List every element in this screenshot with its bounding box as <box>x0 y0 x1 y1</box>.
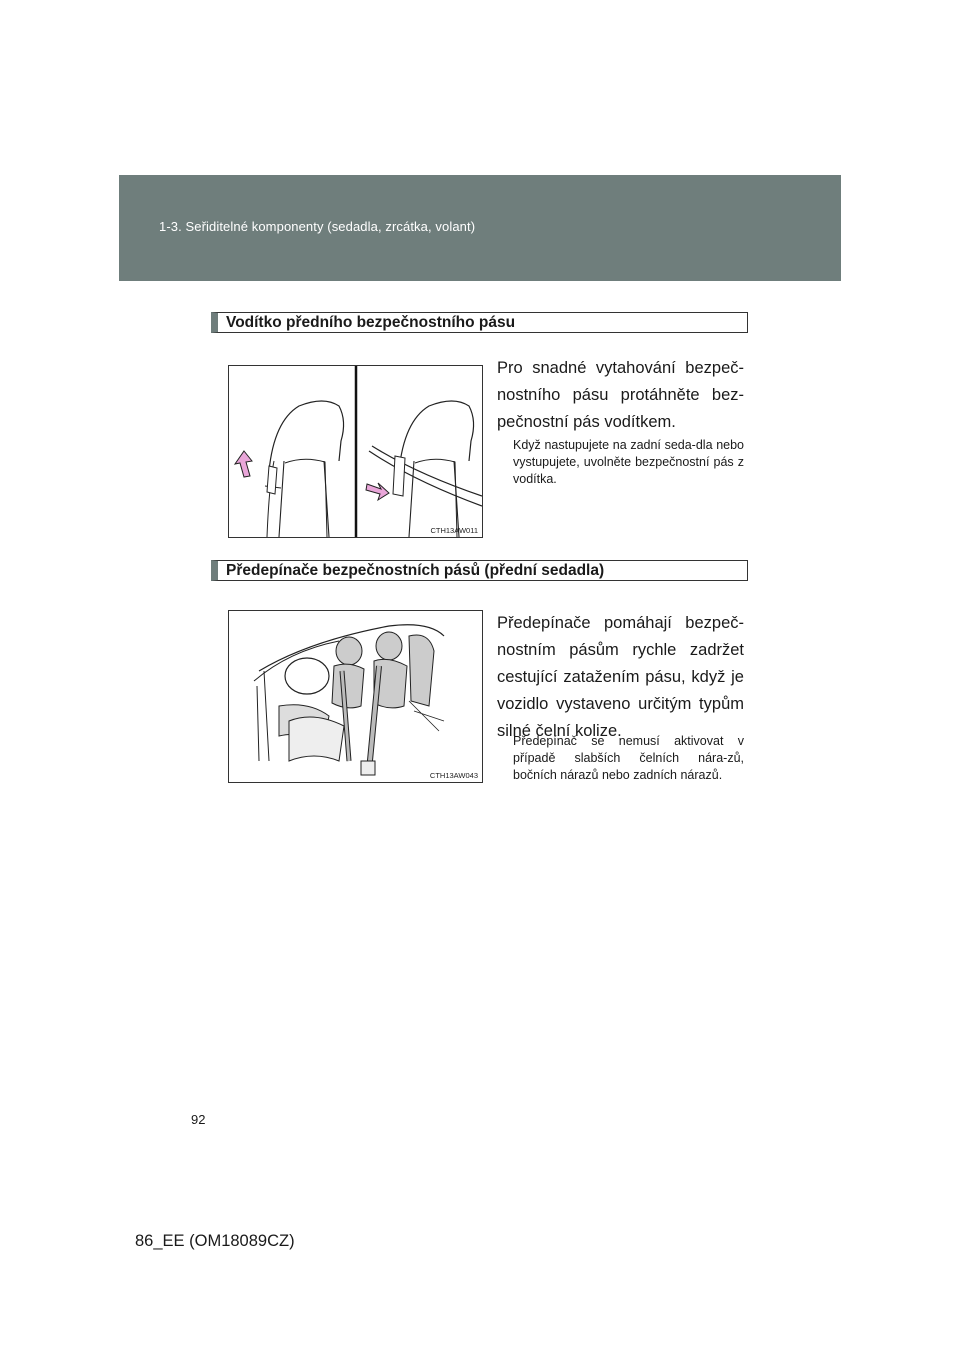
document-code: 86_EE (OM18089CZ) <box>135 1232 295 1250</box>
seatbelt-guide-illustration <box>229 366 482 537</box>
chapter-title: 1-3. Seřiditelné komponenty (sedadla, zrcátka, volant) <box>159 219 476 234</box>
arrow-right-icon <box>366 483 389 500</box>
chapter-header-band <box>119 175 841 281</box>
figure-pretensioners <box>228 610 483 783</box>
section-note-seatbelt-guide: Když nastupujete na zadní seda-dla nebo vystupujete, uvolněte bezpečnostní pás z vodítka. <box>513 438 744 486</box>
figure-code: CTH13AW043 <box>429 771 478 780</box>
figure-seatbelt-guide <box>228 365 483 538</box>
page-number: 92 <box>191 1112 206 1127</box>
section-text-seatbelt-guide: Pro snadné vytahování bezpeč-nostního pásu protáhněte bez-pečnostní pás vodítkem. <box>497 359 744 431</box>
section-title-pretensioners: Předepínače bezpečnostních pásů (přední sedadla) <box>211 560 748 581</box>
section-title-seatbelt-guide: Vodítko předního bezpečnostního pásu <box>211 312 748 333</box>
figure-code: CTH13AW011 <box>430 526 478 535</box>
section-text-pretensioners: Předepínače pomáhají bezpeč-nostním pásům rychle zadržet cestující zatažením pásu, když je vozidlo vystaveno určitým typům silné čelní kolize. <box>497 614 744 740</box>
pretensioner-illustration <box>229 611 482 782</box>
arrow-up-icon <box>235 451 252 477</box>
section-note-pretensioners: Předepínač se nemusí aktivovat v případě slabších čelních nára-zů, bočních nárazů nebo zadních nárazů. <box>513 734 744 782</box>
